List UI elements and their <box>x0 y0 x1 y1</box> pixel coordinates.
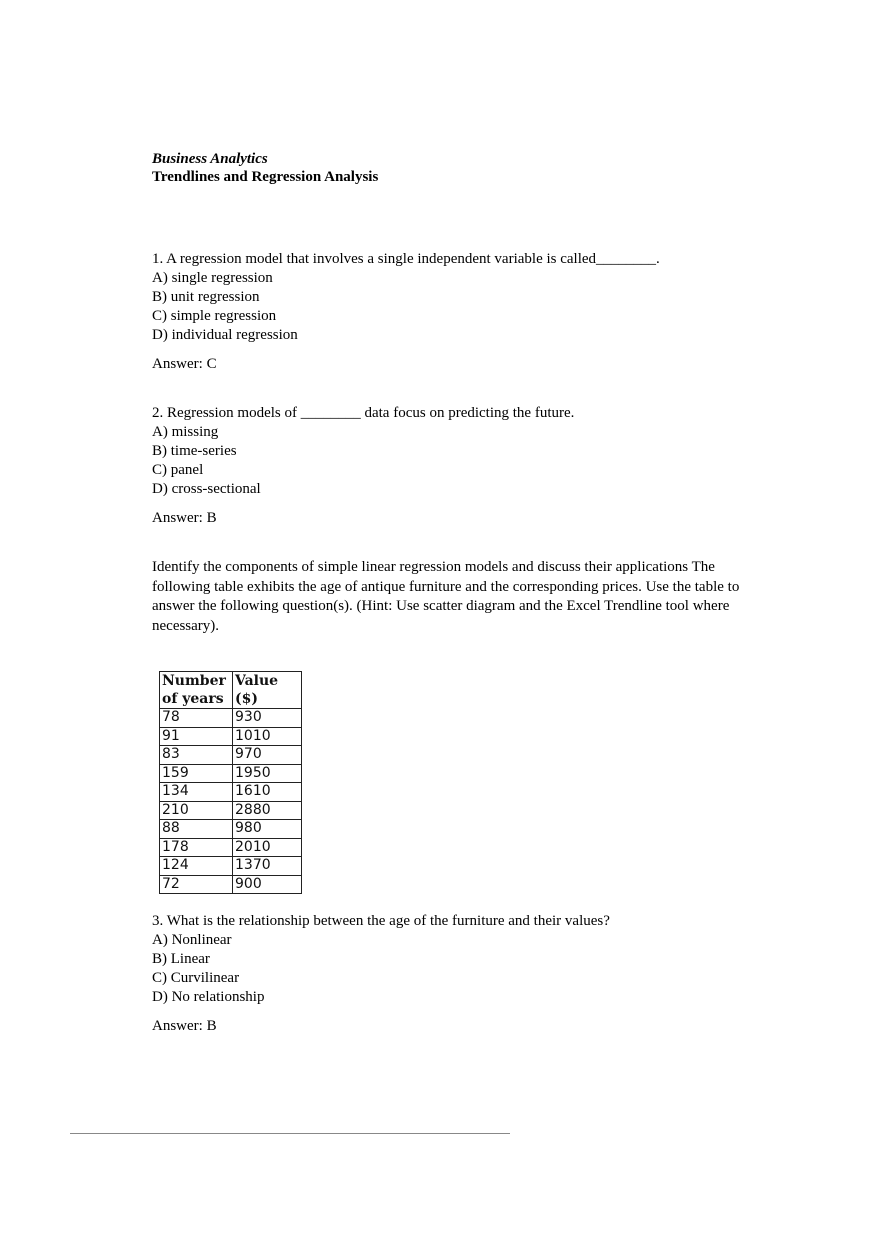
table-header-row <box>160 672 302 709</box>
question-2 <box>152 404 574 528</box>
option-a: A) single regression <box>152 270 273 286</box>
table-row <box>160 727 302 746</box>
cell-years: 72 <box>160 875 233 894</box>
table-intro-paragraph: Identify the components of simple linear regression models and discuss their applications The following table exhibits the age of antique furniture and the corresponding prices. Use the table to answer the following question(s). (Hint: Use scatter diagram and the Excel Trendline tool where necessary). <box>152 559 740 634</box>
cell-value: 970 <box>233 746 302 765</box>
option-c: C) simple regression <box>152 308 277 324</box>
option-b: B) unit regression <box>152 289 260 305</box>
question-text: 3. What is the relationship between the age of the furniture and their values? <box>152 913 610 929</box>
option-b: B) Linear <box>152 951 210 967</box>
table-row <box>160 820 302 839</box>
cell-years: 91 <box>160 727 233 746</box>
option-c: C) panel <box>152 462 204 478</box>
furniture-age-value-table <box>159 671 302 894</box>
cell-value: 980 <box>233 820 302 839</box>
table-row <box>160 857 302 876</box>
table-row <box>160 764 302 783</box>
question-3 <box>152 912 610 1036</box>
option-d: D) No relationship <box>152 989 265 1005</box>
option-a: A) Nonlinear <box>152 932 232 948</box>
table-row <box>160 709 302 728</box>
cell-value: 900 <box>233 875 302 894</box>
column-header-value: Value ($) <box>233 672 302 709</box>
cell-years: 134 <box>160 783 233 802</box>
cell-value: 1610 <box>233 783 302 802</box>
column-header-years: Number of years <box>160 672 233 709</box>
option-c: C) Curvilinear <box>152 970 240 986</box>
cell-years: 83 <box>160 746 233 765</box>
cell-value: 1950 <box>233 764 302 783</box>
option-b: B) time-series <box>152 443 237 459</box>
cell-years: 78 <box>160 709 233 728</box>
cell-value: 1370 <box>233 857 302 876</box>
table-row <box>160 838 302 857</box>
cell-value: 2010 <box>233 838 302 857</box>
question-text: 2. Regression models of ________ data focus on predicting the future. <box>152 405 575 421</box>
option-d: D) cross-sectional <box>152 481 261 497</box>
answer: Answer: B <box>152 1018 217 1034</box>
cell-years: 159 <box>160 764 233 783</box>
cell-years: 178 <box>160 838 233 857</box>
document-title: Trendlines and Regression Analysis <box>152 169 379 185</box>
cell-years: 88 <box>160 820 233 839</box>
option-a: A) missing <box>152 424 219 440</box>
cell-years: 124 <box>160 857 233 876</box>
document-subject: Business Analytics <box>152 151 268 167</box>
table-row <box>160 801 302 820</box>
document-header <box>152 150 752 186</box>
table-row <box>160 875 302 894</box>
answer: Answer: B <box>152 510 217 526</box>
answer: Answer: C <box>152 356 217 372</box>
option-d: D) individual regression <box>152 327 298 343</box>
footnote-divider <box>70 1133 510 1134</box>
cell-value: 1010 <box>233 727 302 746</box>
cell-years: 210 <box>160 801 233 820</box>
question-1 <box>152 250 660 374</box>
question-text: 1. A regression model that involves a single independent variable is called________. <box>152 251 660 267</box>
table-row <box>160 746 302 765</box>
cell-value: 930 <box>233 709 302 728</box>
cell-value: 2880 <box>233 801 302 820</box>
table-row <box>160 783 302 802</box>
